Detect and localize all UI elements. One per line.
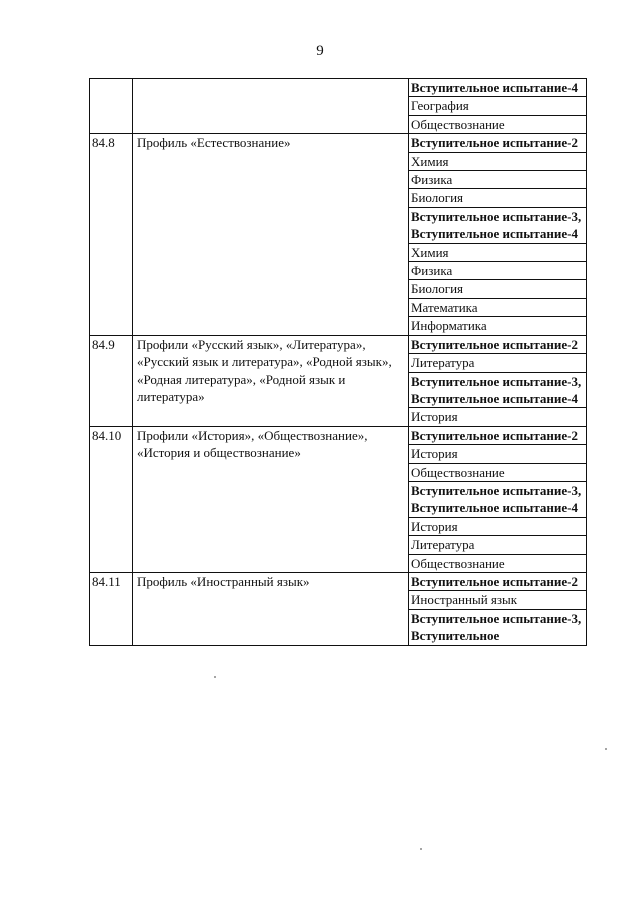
row-subjects bbox=[409, 572, 587, 645]
exam-heading: Вступительное испытание-2 bbox=[409, 336, 586, 354]
exam-heading: Вступительное испытание-2 bbox=[409, 134, 586, 152]
exam-heading: Вступительное испытание-4 bbox=[409, 79, 586, 97]
table-row bbox=[90, 426, 587, 572]
table-row bbox=[90, 134, 587, 335]
row-subjects bbox=[409, 79, 587, 134]
row-code: 84.9 bbox=[90, 335, 133, 426]
subject-item: Физика bbox=[409, 171, 586, 189]
subject-item: Иностранный язык bbox=[409, 591, 586, 609]
subject-item: Физика bbox=[409, 262, 586, 280]
subject-item: История bbox=[409, 445, 586, 463]
page-number: 9 bbox=[316, 43, 324, 59]
row-profile: Профиль «Естествознание» bbox=[133, 134, 409, 335]
exam-heading: Вступительное испытание-3, Вступительное испытание-4 bbox=[409, 482, 586, 518]
scan-speck bbox=[605, 748, 607, 750]
subject-item: Химия bbox=[409, 153, 586, 171]
subject-item: Химия bbox=[409, 244, 586, 262]
admission-table bbox=[89, 78, 587, 646]
exam-heading: Вступительное испытание-3, Вступительное испытание-4 bbox=[409, 373, 586, 409]
table-row bbox=[90, 79, 587, 134]
subject-item: История bbox=[411, 409, 458, 425]
row-subjects bbox=[409, 335, 587, 426]
exam-heading: Вступительное испытание-3, Вступительное bbox=[411, 610, 582, 644]
exam-heading: Вступительное испытание-2 bbox=[409, 573, 586, 591]
subject-item: Литература bbox=[409, 354, 586, 372]
row-code: 84.11 bbox=[90, 572, 133, 645]
subject-item: Обществознание bbox=[409, 464, 586, 482]
table-row bbox=[90, 572, 587, 645]
subject-item: История bbox=[409, 518, 586, 536]
subject-item: Математика bbox=[409, 299, 586, 317]
exam-heading: Вступительное испытание-2 bbox=[409, 427, 586, 445]
subject-item: Информатика bbox=[411, 318, 487, 334]
row-code: 84.8 bbox=[90, 134, 133, 335]
row-profile: Профиль «Иностранный язык» bbox=[133, 572, 409, 645]
subject-item: Обществознание bbox=[411, 116, 505, 132]
subject-item: Обществознание bbox=[411, 555, 505, 571]
row-code: 84.10 bbox=[90, 426, 133, 572]
exam-heading: Вступительное испытание-3, Вступительное испытание-4 bbox=[409, 208, 586, 244]
subject-item: Литература bbox=[409, 536, 586, 554]
row-profile bbox=[133, 79, 409, 134]
scan-speck bbox=[420, 848, 422, 850]
scan-speck bbox=[214, 676, 216, 678]
row-profile: Профили «История», «Обществознание», «История и обществознание» bbox=[133, 426, 409, 572]
row-profile: Профили «Русский язык», «Литература», «Русский язык и литература», «Родной язык», «Родная литература», «Родной язык и литература» bbox=[133, 335, 409, 426]
table-row bbox=[90, 335, 587, 426]
row-code bbox=[90, 79, 133, 134]
subject-item: География bbox=[409, 97, 586, 115]
row-subjects bbox=[409, 134, 587, 335]
subject-item: Биология bbox=[409, 189, 586, 207]
row-subjects bbox=[409, 426, 587, 572]
subject-item: Биология bbox=[409, 280, 586, 298]
